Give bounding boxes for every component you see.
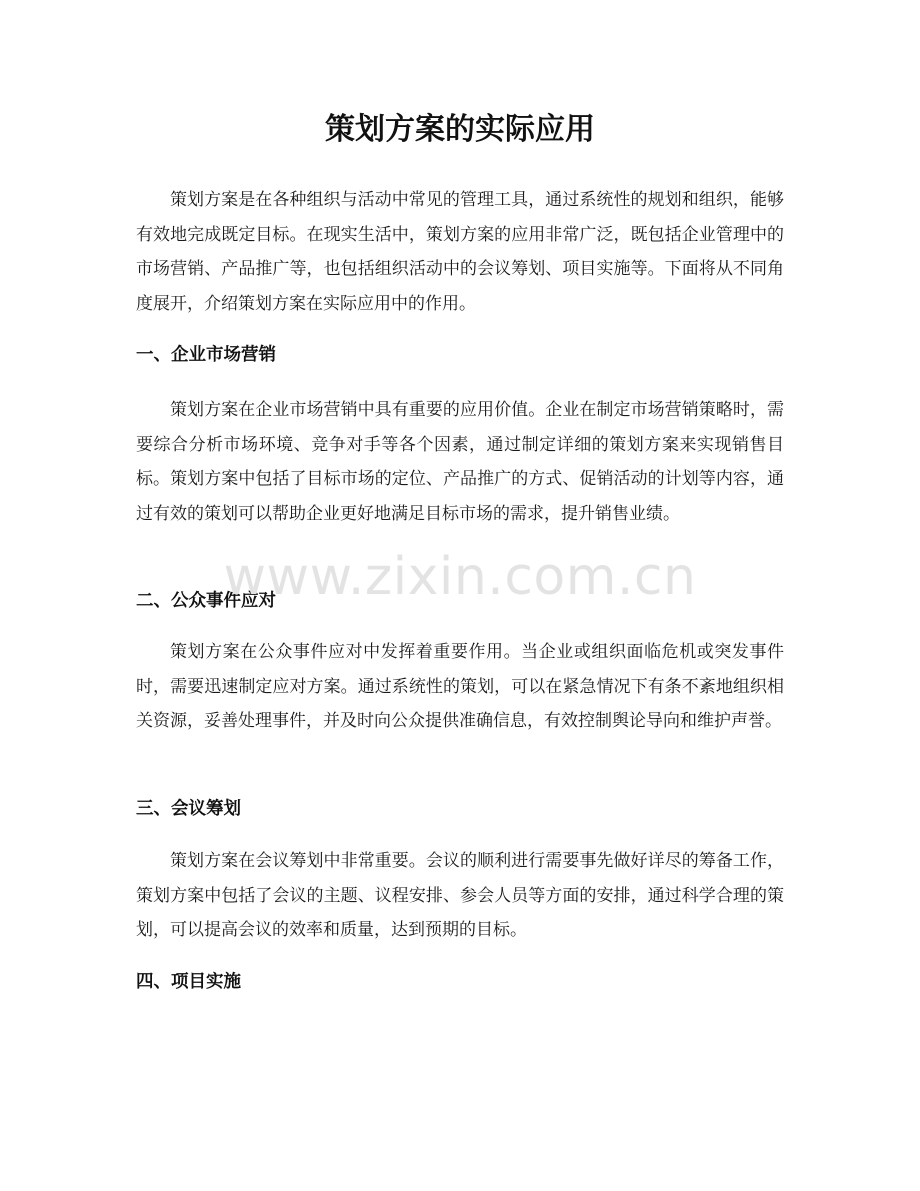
section-heading-public-events: 二、公众事件应对 <box>136 591 276 611</box>
section-body-meeting-planning: 策划方案在会议筹划中非常重要。会议的顺利进行需要事先做好详尽的筹备工作，策划方案中包括了会议的主题、议程安排、参会人员等方面的安排，通过科学合理的策划，可以提高会议的效率和质量，达到预期的目标。 <box>136 851 784 940</box>
section-body-marketing: 策划方案在企业市场营销中具有重要的应用价值。企业在制定市场营销策略时，需要综合分析市场环境、竞争对手等各个因素，通过制定详细的策划方案来实现销售目标。策划方案中包括了目标市场的定位、产品推广的方式、促销活动的计划等内容，通过有效的策划可以帮助企业更好地满足目标市场的需求，提升销售业绩。 <box>136 400 784 524</box>
section-body-public-events: 策划方案在公众事件应对中发挥着重要作用。当企业或组织面临危机或突发事件时，需要迅速制定应对方案。通过系统性的策划，可以在紧急情况下有条不紊地组织相关资源，妥善处理事件，并及时向公众提供准确信息，有效控制舆论导向和维护声誉。 <box>136 642 784 731</box>
section-heading-meeting-planning: 三、会议筹划 <box>136 799 241 819</box>
watermark: www.zixin.com.cn <box>223 547 697 607</box>
section-heading-project-implementation: 四、项目实施 <box>136 972 241 992</box>
section-heading-marketing: 一、企业市场营销 <box>136 345 276 365</box>
document-title: 策划方案的实际应用 <box>325 112 595 147</box>
intro-paragraph: 策划方案是在各种组织与活动中常见的管理工具，通过系统性的规划和组织，能够有效地完成既定目标。在现实生活中，策划方案的应用非常广泛，既包括企业管理中的市场营销、产品推广等，也包括组织活动中的会议筹划、项目实施等。下面将从不同角度展开，介绍策划方案在实际应用中的作用。 <box>136 190 784 314</box>
